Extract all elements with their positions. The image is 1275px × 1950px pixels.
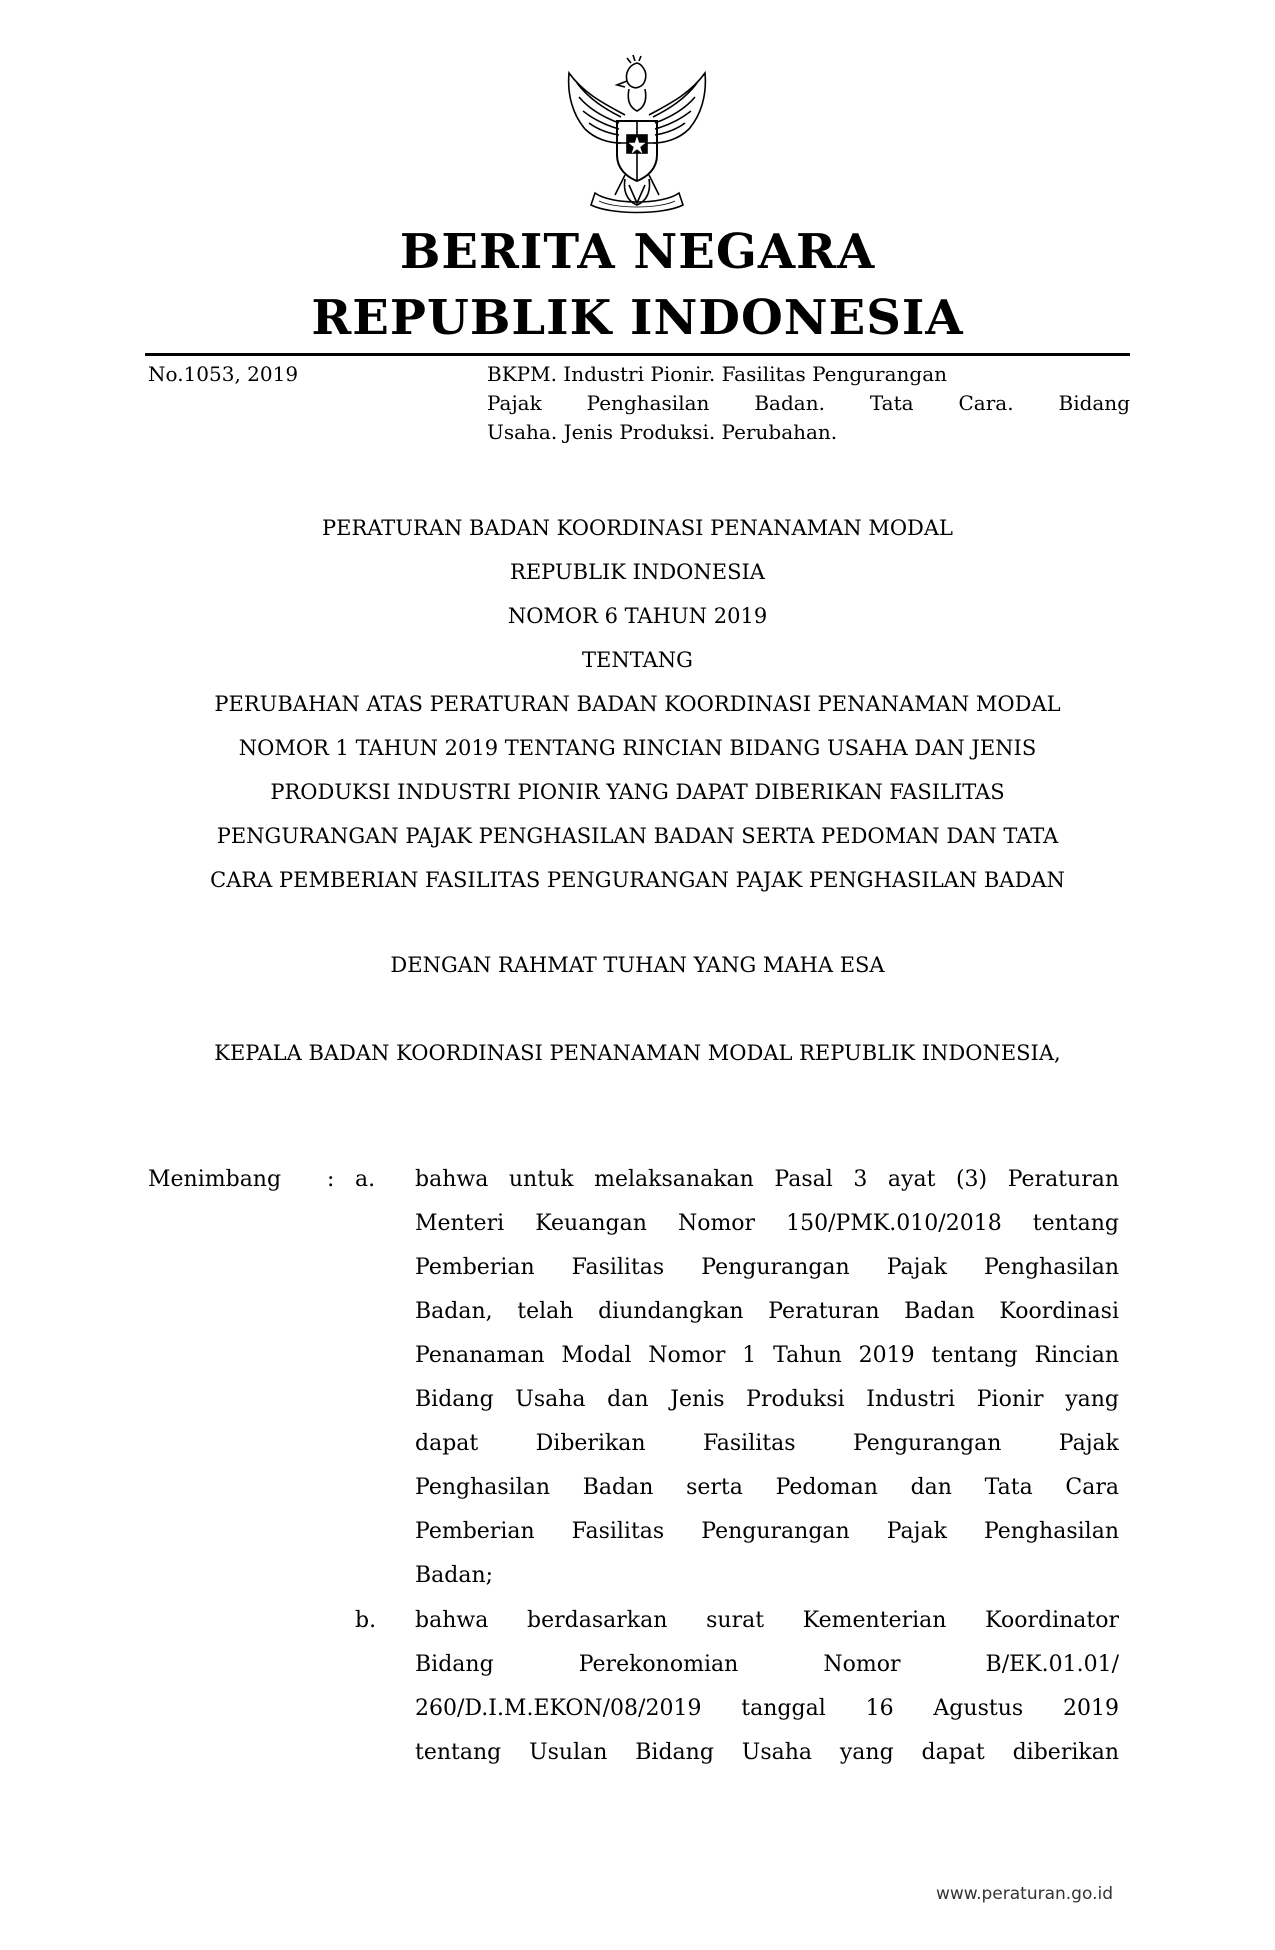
text-line: dapat Diberikan Fasilitas Pengurangan Pajak: [415, 1431, 1119, 1456]
gazette-subject: [487, 360, 1130, 447]
text-line: Bidang Perekonomian Nomor B/EK.01.01/: [415, 1652, 1119, 1677]
regulation-title: [145, 506, 1130, 902]
title-line: PERATURAN BADAN KOORDINASI PENANAMAN MODAL: [322, 516, 953, 540]
text-line: Menteri Keuangan Nomor 150/PMK.010/2018 tentang: [415, 1211, 1119, 1236]
menimbang-colon: :: [327, 1167, 335, 1192]
text-line: Badan;: [415, 1563, 494, 1588]
title-line: NOMOR 1 TAHUN 2019 TENTANG RINCIAN BIDANG USAHA DAN JENIS: [238, 736, 1037, 760]
title-line: PERUBAHAN ATAS PERATURAN BADAN KOORDINASI PENANAMAN MODAL: [214, 692, 1061, 716]
text-line: Penghasilan Badan serta Pedoman dan Tata Cara: [415, 1475, 1119, 1500]
text-line: Badan, telah diundangkan Peraturan Badan Koordinasi: [415, 1299, 1119, 1324]
invocation: DENGAN RAHMAT TUHAN YANG MAHA ESA: [390, 953, 885, 977]
masthead-title: BERITA NEGARA: [399, 224, 876, 280]
text-line: Pemberian Fasilitas Pengurangan Pajak Penghasilan: [415, 1519, 1119, 1544]
item-marker-b: b.: [355, 1608, 377, 1633]
garuda-emblem: [555, 55, 719, 225]
menimbang-label: Menimbang: [148, 1167, 282, 1192]
masthead-rule: [145, 353, 1130, 356]
subject-line: Pajak Penghasilan Badan. Tata Cara. Bidang: [487, 391, 1130, 415]
issuer: KEPALA BADAN KOORDINASI PENANAMAN MODAL REPUBLIK INDONESIA,: [214, 1041, 1061, 1065]
title-line: REPUBLIK INDONESIA: [510, 560, 765, 584]
item-marker-a: a.: [355, 1167, 376, 1192]
title-line: CARA PEMBERIAN FASILITAS PENGURANGAN PAJAK PENGHASILAN BADAN: [210, 868, 1065, 892]
text-line: Penanaman Modal Nomor 1 Tahun 2019 tentang Rincian: [415, 1343, 1119, 1368]
gazette-number: No.1053, 2019: [148, 362, 299, 386]
subject-line: Usaha. Jenis Produksi. Perubahan.: [487, 420, 838, 444]
title-line: TENTANG: [582, 648, 693, 672]
footer-url: www.peraturan.go.id: [935, 1884, 1113, 1904]
text-line: bahwa untuk melaksanakan Pasal 3 ayat (3) Peraturan: [415, 1167, 1119, 1192]
masthead-subtitle: REPUBLIK INDONESIA: [311, 290, 964, 346]
text-line: tentang Usulan Bidang Usaha yang dapat diberikan: [415, 1740, 1119, 1765]
text-line: bahwa berdasarkan surat Kementerian Koordinator: [415, 1608, 1119, 1633]
text-line: 260/D.I.M.EKON/08/2019 tanggal 16 Agustus 2019: [415, 1696, 1119, 1721]
text-line: Pemberian Fasilitas Pengurangan Pajak Penghasilan: [415, 1255, 1119, 1280]
text-line: Bidang Usaha dan Jenis Produksi Industri Pionir yang: [415, 1387, 1119, 1412]
subject-line: BKPM. Industri Pionir. Fasilitas Pengurangan: [487, 362, 948, 386]
title-line: NOMOR 6 TAHUN 2019: [507, 604, 768, 628]
title-line: PENGURANGAN PAJAK PENGHASILAN BADAN SERTA PEDOMAN DAN TATA: [216, 824, 1059, 848]
consideration-a: [415, 1158, 1119, 1598]
consideration-b: [415, 1599, 1119, 1775]
title-line: PRODUKSI INDUSTRI PIONIR YANG DAPAT DIBERIKAN FASILITAS: [270, 780, 1005, 804]
